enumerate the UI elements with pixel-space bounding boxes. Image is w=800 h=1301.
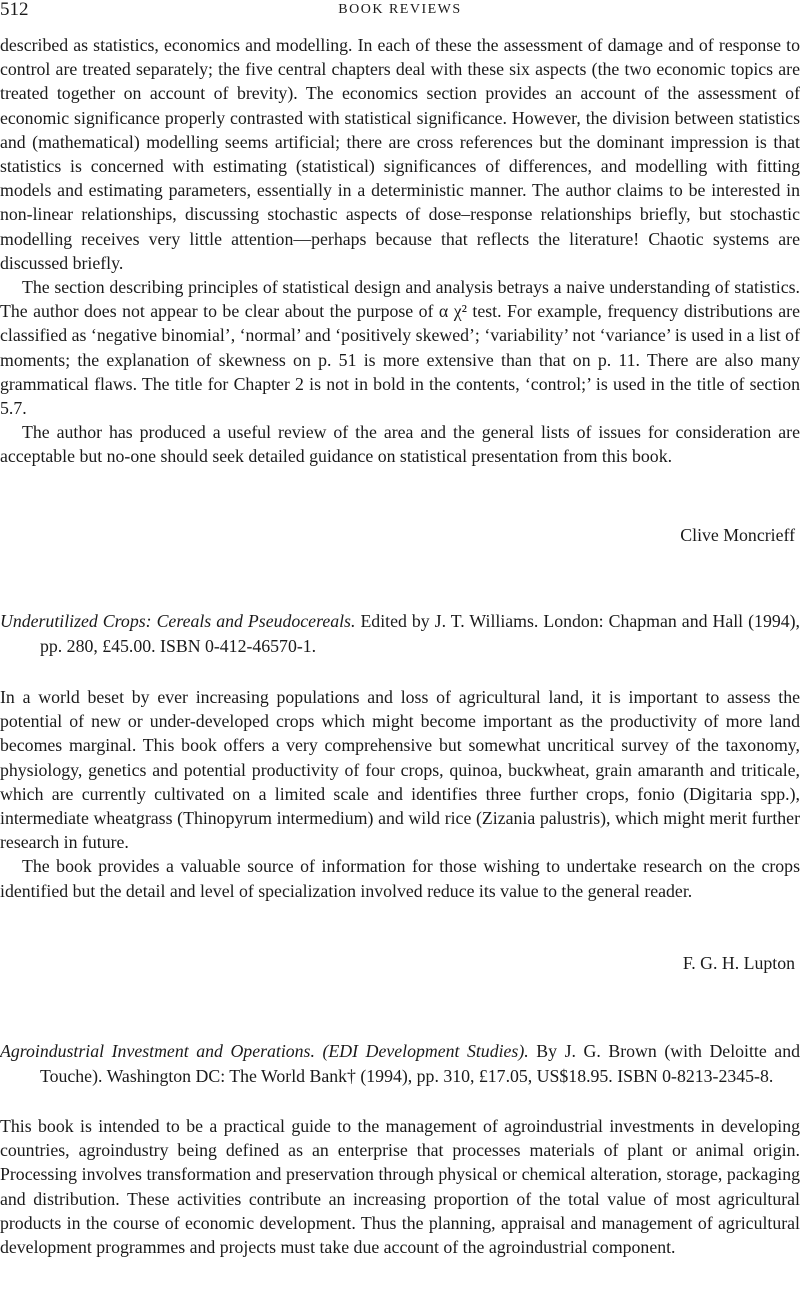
book-details: Edited by J. T. Williams. London: Chapman and Hall (1994), pp. 280, £45.00. ISBN 0-412-46570-1.: [40, 611, 800, 656]
running-head: BOOK REVIEWS: [338, 2, 462, 17]
book-citation: [0, 1039, 800, 1088]
review-2-paragraph-2: The book provides a valuable source of information for those wishing to undertake research on the crops identified but the detail and level of specialization involved reduce its value to the general reader.: [0, 856, 800, 901]
review-2-citation: [0, 609, 800, 658]
book-title: Agroindustrial Investment and Operations.: [0, 1041, 315, 1061]
review-3-paragraph-1: This book is intended to be a practical guide to the management of agroindustrial investments in developing countries, agroindustry being defined as an enterprise that processes materials of plant or animal origin. Processing involves transformation and preservation through physical or chemical alteration, storage, packaging and distribution. These activities contribute an increasing proportion of the total value of most agricultural products in the course of economic development. Thus the planning, appraisal and management of agricultural development programmes and projects must take due account of the agroindustrial component.: [0, 1116, 800, 1258]
page-number: 512: [0, 0, 29, 20]
review-1: [0, 33, 800, 469]
review-1-paragraph-3: The author has produced a useful review of the area and the general lists of issues for consideration are acceptable but no-one should seek detailed guidance on statistical presentation from this book.: [0, 422, 800, 467]
review-2: [0, 685, 800, 903]
review-2-paragraph-1: In a world beset by ever increasing populations and loss of agricultural land, it is important to assess the potential of new or under-developed crops which might become important as the productivity of more land becomes marginal. This book offers a very comprehensive but somewhat uncritical survey of the taxonomy, physiology, genetics and potential productivity of four crops, quinoa, buckwheat, grain amaranth and triticale, which are currently cultivated on a limited scale and identifies three further crops, fonio (Digitaria spp.), intermediate wheatgrass (Thinopyrum intermedium) and wild rice (Zizania palustris), which might merit further research in future.: [0, 687, 800, 853]
review-1-paragraph-2: The section describing principles of statistical design and analysis betrays a naive understanding of statistics. The author does not appear to be clear about the purpose of α χ² test. For example, frequency distributions are classified as ‘negative binomial’, ‘normal’ and ‘positively skewed’; ‘variability’ not ‘variance’ is used in a list of moments; the explanation of skewness on p. 51 is more extensive than that on p. 11. There are also many grammatical flaws. The title for Chapter 2 is not in bold in the contents, ‘control;’ is used in the title of section 5.7.: [0, 277, 800, 419]
book-series: (EDI Development Studies).: [322, 1041, 529, 1061]
page-header: [0, 0, 800, 22]
reviewer-name: F. G. H. Lupton: [682, 953, 795, 973]
book-title: Underutilized Crops: Cereals and Pseudocereals.: [0, 611, 356, 631]
review-1-paragraph-1: described as statistics, economics and modelling. In each of these the assessment of damage and of response to control are treated separately; the five central chapters deal with these six aspects (the two economic topics are treated together on account of brevity). The economics section provides an account of the assessment of economic significance properly contrasted with statistical significance. However, the division between statistics and (mathematical) modelling seems artificial; there are cross references but the dominant impression is that statistics is concerned with estimating (statistical) significances of differences, and modelling with fitting models and estimating parameters, essentially in a deterministic manner. The author claims to be interested in non-linear relationships, discussing stochastic aspects of dose–response relationships briefly, but stochastic modelling receives very little attention—perhaps because that reflects the literature! Chaotic systems are discussed briefly.: [0, 35, 800, 273]
book-details: By J. G. Brown (with Deloitte and Touche). Washington DC: The World Bank† (1994), pp. 310, £17.05, US$18.95. ISBN 0-8213-2345-8.: [40, 1041, 800, 1086]
review-3-citation: [0, 1039, 800, 1088]
reviewer-name: Clive Moncrieff: [680, 525, 795, 545]
review-3: [0, 1114, 800, 1259]
book-citation: [0, 609, 800, 658]
